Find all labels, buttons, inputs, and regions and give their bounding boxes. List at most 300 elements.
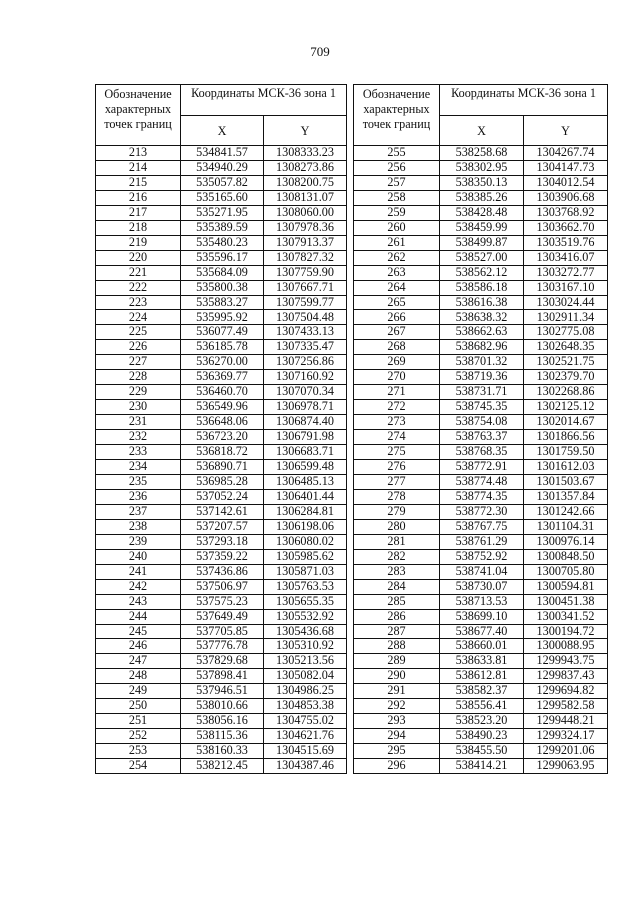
y-cell: 1307504.48 (264, 310, 347, 325)
table-row (96, 445, 347, 460)
point-cell: 270 (354, 370, 440, 385)
y-cell: 1306791.98 (264, 430, 347, 445)
y-cell: 1301612.03 (524, 460, 608, 475)
y-cell: 1301242.66 (524, 504, 608, 519)
point-cell: 282 (354, 549, 440, 564)
y-cell: 1306978.71 (264, 400, 347, 415)
table-row (354, 609, 608, 624)
x-cell: 536985.28 (181, 474, 264, 489)
table-row (96, 609, 347, 624)
point-cell: 242 (96, 579, 181, 594)
point-cell: 278 (354, 489, 440, 504)
y-cell: 1304267.74 (524, 146, 608, 161)
x-cell: 537207.57 (181, 519, 264, 534)
table-row (354, 579, 608, 594)
x-cell: 536077.49 (181, 325, 264, 340)
y-cell: 1306080.02 (264, 534, 347, 549)
x-cell: 538767.75 (440, 519, 524, 534)
point-cell: 253 (96, 744, 181, 759)
x-cell: 536818.72 (181, 445, 264, 460)
point-cell: 231 (96, 415, 181, 430)
point-cell: 293 (354, 714, 440, 729)
x-cell: 538499.87 (440, 235, 524, 250)
point-cell: 288 (354, 639, 440, 654)
table-row (354, 729, 608, 744)
x-cell: 538115.36 (181, 729, 264, 744)
y-cell: 1302379.70 (524, 370, 608, 385)
point-cell: 248 (96, 669, 181, 684)
point-cell: 283 (354, 564, 440, 579)
x-cell: 538741.04 (440, 564, 524, 579)
y-cell: 1302648.35 (524, 340, 608, 355)
y-cell: 1307256.86 (264, 355, 347, 370)
header-x: X (181, 116, 264, 146)
x-cell: 538616.38 (440, 295, 524, 310)
x-cell: 535057.82 (181, 175, 264, 190)
x-cell: 537052.24 (181, 489, 264, 504)
table-row (354, 280, 608, 295)
y-cell: 1301357.84 (524, 489, 608, 504)
point-cell: 229 (96, 385, 181, 400)
y-cell: 1303416.07 (524, 250, 608, 265)
x-cell: 535883.27 (181, 295, 264, 310)
x-cell: 536723.20 (181, 430, 264, 445)
x-cell: 537575.23 (181, 594, 264, 609)
table-row (354, 639, 608, 654)
point-cell: 240 (96, 549, 181, 564)
table-row (96, 759, 347, 774)
x-cell: 538772.91 (440, 460, 524, 475)
x-cell: 535596.17 (181, 250, 264, 265)
table-row (96, 250, 347, 265)
x-cell: 538662.63 (440, 325, 524, 340)
table-row (354, 684, 608, 699)
y-cell: 1302911.34 (524, 310, 608, 325)
x-cell: 534940.29 (181, 160, 264, 175)
point-cell: 230 (96, 400, 181, 415)
point-cell: 238 (96, 519, 181, 534)
x-cell: 538350.13 (440, 175, 524, 190)
table-row (96, 220, 347, 235)
x-cell: 538699.10 (440, 609, 524, 624)
y-cell: 1302268.86 (524, 385, 608, 400)
x-cell: 538459.99 (440, 220, 524, 235)
y-cell: 1303768.92 (524, 205, 608, 220)
table-row (354, 295, 608, 310)
x-cell: 538638.32 (440, 310, 524, 325)
x-cell: 538763.37 (440, 430, 524, 445)
x-cell: 538774.48 (440, 474, 524, 489)
point-cell: 226 (96, 340, 181, 355)
y-cell: 1305655.35 (264, 594, 347, 609)
y-cell: 1300976.14 (524, 534, 608, 549)
table-row (96, 175, 347, 190)
x-cell: 538582.37 (440, 684, 524, 699)
point-cell: 292 (354, 699, 440, 714)
table-row (354, 355, 608, 370)
table-row (96, 400, 347, 415)
x-cell: 538754.08 (440, 415, 524, 430)
table-row (354, 250, 608, 265)
x-cell: 538768.35 (440, 445, 524, 460)
point-cell: 249 (96, 684, 181, 699)
point-cell: 223 (96, 295, 181, 310)
y-cell: 1300088.95 (524, 639, 608, 654)
x-cell: 537776.78 (181, 639, 264, 654)
table-row (96, 355, 347, 370)
table-row (96, 310, 347, 325)
y-cell: 1301104.31 (524, 519, 608, 534)
x-cell: 538160.33 (181, 744, 264, 759)
x-cell: 538701.32 (440, 355, 524, 370)
point-cell: 268 (354, 340, 440, 355)
table-row (96, 160, 347, 175)
x-cell: 535271.95 (181, 205, 264, 220)
y-cell: 1304147.73 (524, 160, 608, 175)
table-row (354, 146, 608, 161)
y-cell: 1308131.07 (264, 190, 347, 205)
x-cell: 536460.70 (181, 385, 264, 400)
x-cell: 534841.57 (181, 146, 264, 161)
point-cell: 237 (96, 504, 181, 519)
point-cell: 236 (96, 489, 181, 504)
y-cell: 1302125.12 (524, 400, 608, 415)
table-row (354, 594, 608, 609)
point-cell: 244 (96, 609, 181, 624)
y-cell: 1304012.54 (524, 175, 608, 190)
table-row (354, 460, 608, 475)
y-cell: 1301759.50 (524, 445, 608, 460)
point-cell: 266 (354, 310, 440, 325)
x-cell: 538752.92 (440, 549, 524, 564)
x-cell: 538414.21 (440, 759, 524, 774)
x-cell: 536185.78 (181, 340, 264, 355)
y-cell: 1303906.68 (524, 190, 608, 205)
table-row (354, 654, 608, 669)
y-cell: 1302775.08 (524, 325, 608, 340)
y-cell: 1302014.67 (524, 415, 608, 430)
point-cell: 263 (354, 265, 440, 280)
y-cell: 1305213.56 (264, 654, 347, 669)
table-row (354, 504, 608, 519)
y-cell: 1299063.95 (524, 759, 608, 774)
y-cell: 1308273.86 (264, 160, 347, 175)
point-cell: 274 (354, 430, 440, 445)
x-cell: 538761.29 (440, 534, 524, 549)
table-row (96, 460, 347, 475)
point-cell: 259 (354, 205, 440, 220)
coordinates-table-right (353, 84, 608, 774)
point-cell: 276 (354, 460, 440, 475)
table-row (354, 549, 608, 564)
point-cell: 290 (354, 669, 440, 684)
point-cell: 247 (96, 654, 181, 669)
y-cell: 1303167.10 (524, 280, 608, 295)
header-y: Y (524, 116, 608, 146)
y-cell: 1300705.80 (524, 564, 608, 579)
point-cell: 227 (96, 355, 181, 370)
y-cell: 1304621.76 (264, 729, 347, 744)
y-cell: 1299694.82 (524, 684, 608, 699)
x-cell: 536369.77 (181, 370, 264, 385)
y-cell: 1307599.77 (264, 295, 347, 310)
x-cell: 537142.61 (181, 504, 264, 519)
y-cell: 1299201.06 (524, 744, 608, 759)
y-cell: 1303519.76 (524, 235, 608, 250)
x-cell: 538677.40 (440, 624, 524, 639)
x-cell: 538731.71 (440, 385, 524, 400)
point-cell: 225 (96, 325, 181, 340)
point-cell: 220 (96, 250, 181, 265)
table-row (96, 624, 347, 639)
table-row (354, 310, 608, 325)
table-row (354, 220, 608, 235)
y-cell: 1305985.62 (264, 549, 347, 564)
table-row (96, 669, 347, 684)
point-cell: 215 (96, 175, 181, 190)
y-cell: 1306599.48 (264, 460, 347, 475)
y-cell: 1304853.38 (264, 699, 347, 714)
y-cell: 1305532.92 (264, 609, 347, 624)
x-cell: 538633.81 (440, 654, 524, 669)
y-cell: 1307978.36 (264, 220, 347, 235)
x-cell: 537705.85 (181, 624, 264, 639)
table-row (354, 430, 608, 445)
x-cell: 536549.96 (181, 400, 264, 415)
y-cell: 1299837.43 (524, 669, 608, 684)
y-cell: 1307070.34 (264, 385, 347, 400)
point-cell: 241 (96, 564, 181, 579)
x-cell: 535995.92 (181, 310, 264, 325)
header-coordinates: Координаты МСК-36 зона 1 (181, 85, 347, 116)
y-cell: 1306485.13 (264, 474, 347, 489)
point-cell: 256 (354, 160, 440, 175)
point-cell: 221 (96, 265, 181, 280)
table-row (354, 175, 608, 190)
x-cell: 538556.41 (440, 699, 524, 714)
point-cell: 296 (354, 759, 440, 774)
point-cell: 264 (354, 280, 440, 295)
table-row (96, 744, 347, 759)
table-row (354, 744, 608, 759)
header-point: Обозначение характерных точек границ (96, 85, 181, 146)
x-cell: 538660.01 (440, 639, 524, 654)
table-row (354, 205, 608, 220)
y-cell: 1303272.77 (524, 265, 608, 280)
point-cell: 214 (96, 160, 181, 175)
coordinates-table-left (95, 84, 347, 774)
table-row (354, 340, 608, 355)
point-cell: 269 (354, 355, 440, 370)
x-cell: 538385.26 (440, 190, 524, 205)
table-row (354, 415, 608, 430)
y-cell: 1306284.81 (264, 504, 347, 519)
table-row (354, 669, 608, 684)
x-cell: 538258.68 (440, 146, 524, 161)
y-cell: 1300451.38 (524, 594, 608, 609)
y-cell: 1306198.06 (264, 519, 347, 534)
table-row (354, 624, 608, 639)
table-row (96, 146, 347, 161)
point-cell: 262 (354, 250, 440, 265)
x-cell: 538302.95 (440, 160, 524, 175)
y-cell: 1307827.32 (264, 250, 347, 265)
header-y: Y (264, 116, 347, 146)
page-number: 709 (310, 44, 330, 59)
table-row (354, 534, 608, 549)
x-cell: 535684.09 (181, 265, 264, 280)
x-cell: 538428.48 (440, 205, 524, 220)
point-cell: 218 (96, 220, 181, 235)
y-cell: 1307335.47 (264, 340, 347, 355)
table-row (96, 370, 347, 385)
x-cell: 538745.35 (440, 400, 524, 415)
y-cell: 1307433.13 (264, 325, 347, 340)
point-cell: 252 (96, 729, 181, 744)
x-cell: 538527.00 (440, 250, 524, 265)
x-cell: 538455.50 (440, 744, 524, 759)
x-cell: 537436.86 (181, 564, 264, 579)
y-cell: 1300194.72 (524, 624, 608, 639)
x-cell: 537293.18 (181, 534, 264, 549)
x-cell: 538586.18 (440, 280, 524, 295)
table-row (96, 564, 347, 579)
point-cell: 222 (96, 280, 181, 295)
table-row (96, 474, 347, 489)
y-cell: 1303662.70 (524, 220, 608, 235)
y-cell: 1305763.53 (264, 579, 347, 594)
table-row (96, 579, 347, 594)
x-cell: 538772.30 (440, 504, 524, 519)
x-cell: 535480.23 (181, 235, 264, 250)
y-cell: 1303024.44 (524, 295, 608, 310)
point-cell: 233 (96, 445, 181, 460)
point-cell: 265 (354, 295, 440, 310)
point-cell: 254 (96, 759, 181, 774)
coordinates-tables (95, 84, 608, 772)
point-cell: 289 (354, 654, 440, 669)
y-cell: 1304986.25 (264, 684, 347, 699)
y-cell: 1307913.37 (264, 235, 347, 250)
table-row (96, 415, 347, 430)
table-row (96, 205, 347, 220)
x-cell: 538562.12 (440, 265, 524, 280)
point-cell: 261 (354, 235, 440, 250)
y-cell: 1306683.71 (264, 445, 347, 460)
table-row (354, 235, 608, 250)
y-cell: 1302521.75 (524, 355, 608, 370)
point-cell: 228 (96, 370, 181, 385)
point-cell: 245 (96, 624, 181, 639)
point-cell: 234 (96, 460, 181, 475)
x-cell: 538682.96 (440, 340, 524, 355)
table-row (354, 474, 608, 489)
y-cell: 1299943.75 (524, 654, 608, 669)
table-row (96, 654, 347, 669)
x-cell: 538010.66 (181, 699, 264, 714)
table-body-right (354, 146, 608, 774)
point-cell: 251 (96, 714, 181, 729)
x-cell: 538212.45 (181, 759, 264, 774)
y-cell: 1299448.21 (524, 714, 608, 729)
x-cell: 536648.06 (181, 415, 264, 430)
table-row (354, 325, 608, 340)
x-cell: 536890.71 (181, 460, 264, 475)
y-cell: 1308060.00 (264, 205, 347, 220)
point-cell: 243 (96, 594, 181, 609)
table-row (96, 699, 347, 714)
x-cell: 535389.59 (181, 220, 264, 235)
table-row (96, 714, 347, 729)
point-cell: 235 (96, 474, 181, 489)
point-cell: 232 (96, 430, 181, 445)
header-coordinates: Координаты МСК-36 зона 1 (440, 85, 608, 116)
point-cell: 280 (354, 519, 440, 534)
y-cell: 1305310.92 (264, 639, 347, 654)
table-row (354, 385, 608, 400)
point-cell: 275 (354, 445, 440, 460)
table-row (96, 265, 347, 280)
y-cell: 1307160.92 (264, 370, 347, 385)
table-row (96, 729, 347, 744)
point-cell: 258 (354, 190, 440, 205)
point-cell: 213 (96, 146, 181, 161)
y-cell: 1304387.46 (264, 759, 347, 774)
x-cell: 535165.60 (181, 190, 264, 205)
x-cell: 537649.49 (181, 609, 264, 624)
table-row (354, 400, 608, 415)
point-cell: 246 (96, 639, 181, 654)
table-row (354, 714, 608, 729)
table-row (96, 385, 347, 400)
y-cell: 1299324.17 (524, 729, 608, 744)
x-cell: 538713.53 (440, 594, 524, 609)
y-cell: 1300341.52 (524, 609, 608, 624)
point-cell: 260 (354, 220, 440, 235)
point-cell: 294 (354, 729, 440, 744)
table-row (96, 489, 347, 504)
point-cell: 271 (354, 385, 440, 400)
y-cell: 1306874.40 (264, 415, 347, 430)
table-row (96, 594, 347, 609)
y-cell: 1305082.04 (264, 669, 347, 684)
table-row (354, 564, 608, 579)
y-cell: 1305436.68 (264, 624, 347, 639)
point-cell: 286 (354, 609, 440, 624)
point-cell: 287 (354, 624, 440, 639)
table-row (96, 325, 347, 340)
x-cell: 537946.51 (181, 684, 264, 699)
y-cell: 1306401.44 (264, 489, 347, 504)
table-row (96, 235, 347, 250)
table-row (96, 280, 347, 295)
table-row (354, 699, 608, 714)
point-cell: 284 (354, 579, 440, 594)
table-row (354, 445, 608, 460)
point-cell: 295 (354, 744, 440, 759)
y-cell: 1308333.23 (264, 146, 347, 161)
x-cell: 537829.68 (181, 654, 264, 669)
y-cell: 1304755.02 (264, 714, 347, 729)
header-x: X (440, 116, 524, 146)
point-cell: 281 (354, 534, 440, 549)
x-cell: 535800.38 (181, 280, 264, 295)
table-row (354, 190, 608, 205)
x-cell: 538056.16 (181, 714, 264, 729)
x-cell: 538612.81 (440, 669, 524, 684)
table-row (96, 504, 347, 519)
x-cell: 537506.97 (181, 579, 264, 594)
